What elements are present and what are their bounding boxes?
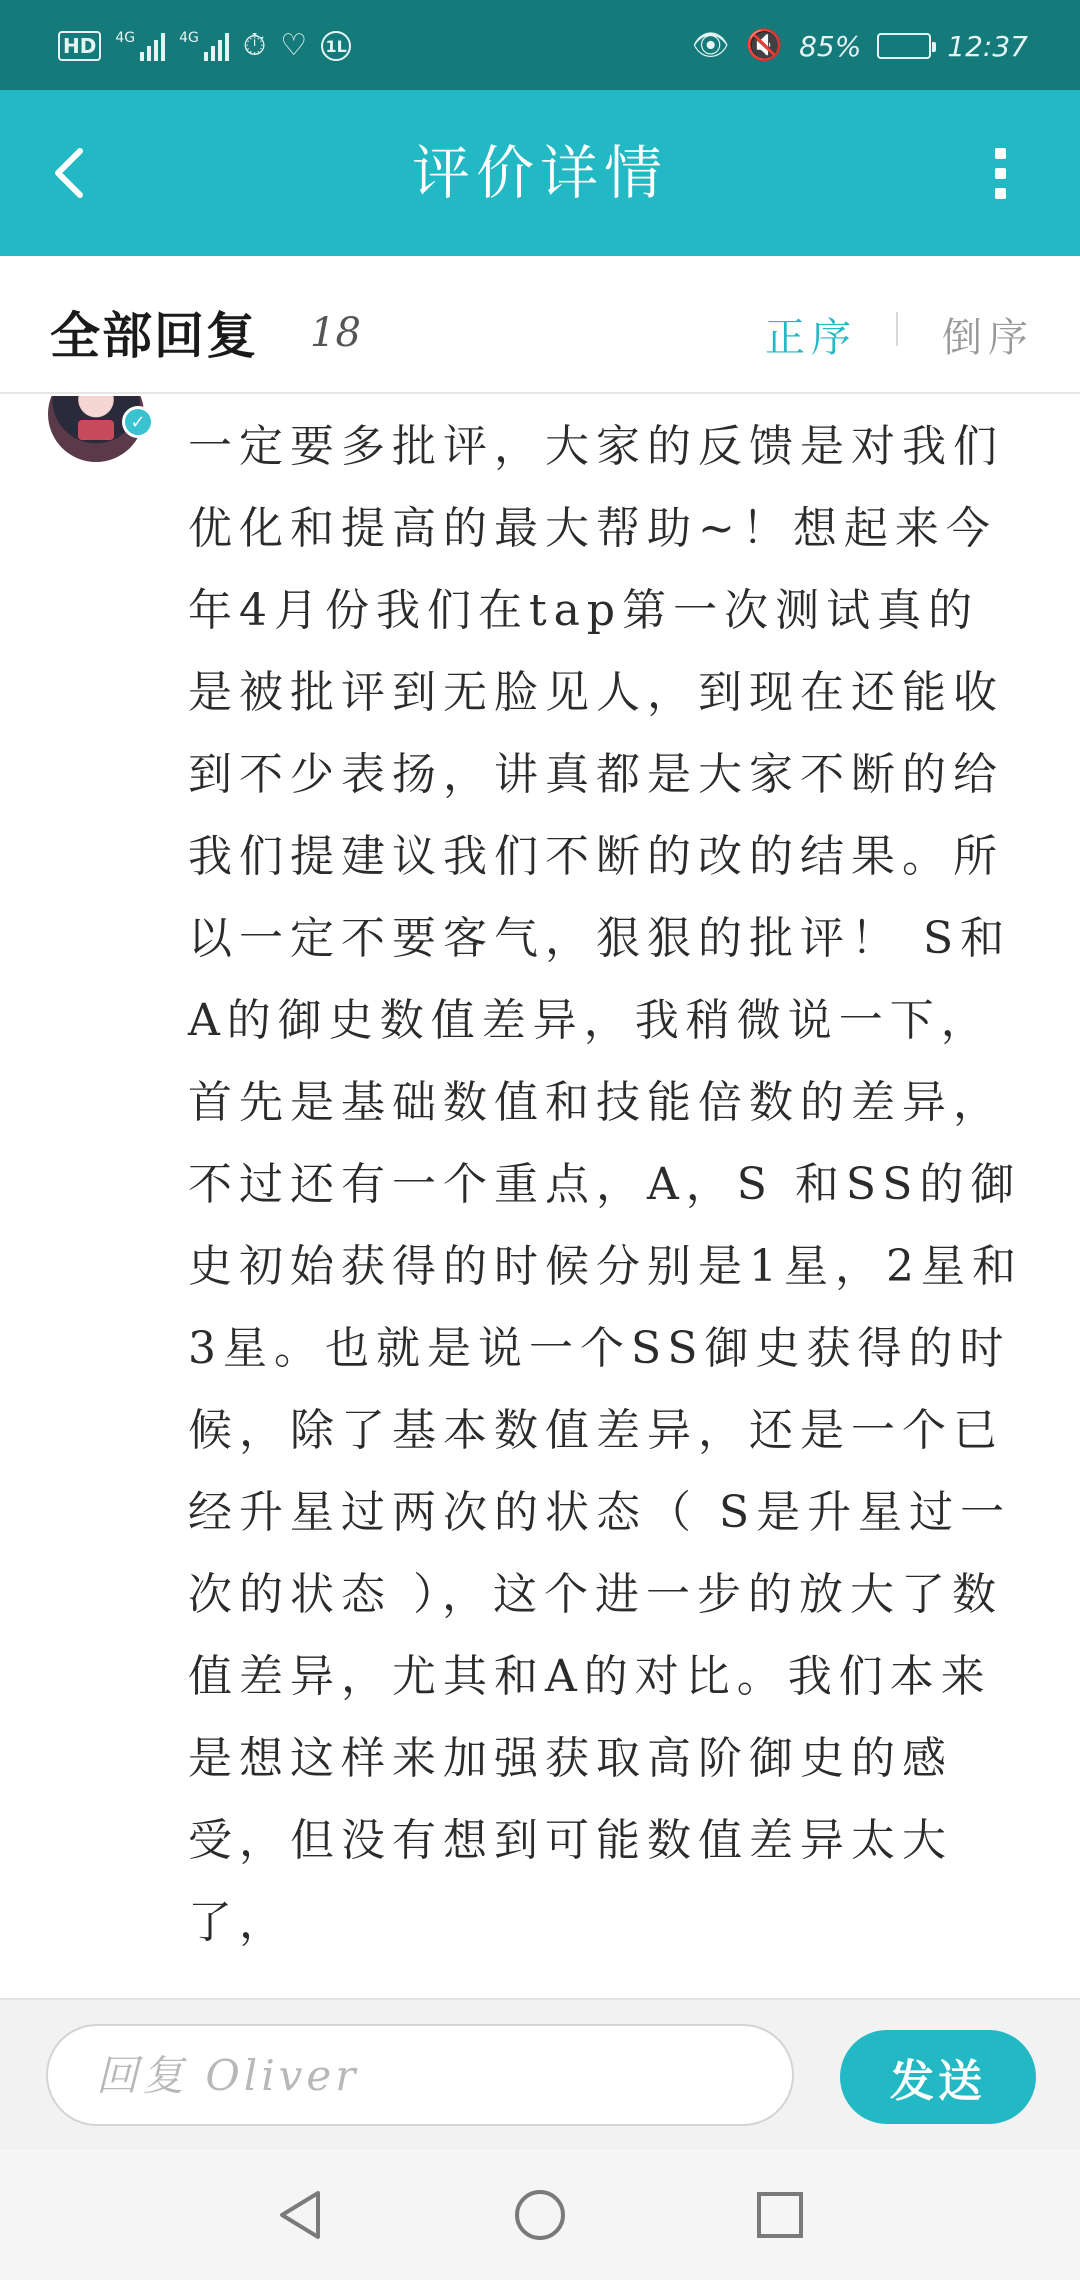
clock: 12:37 — [947, 29, 1028, 63]
replies-count: 18 — [310, 310, 361, 356]
nav-recents-button[interactable] — [740, 2175, 820, 2255]
nav-back-button[interactable] — [260, 2175, 340, 2255]
triangle-back-icon — [272, 2187, 328, 2243]
system-nav-bar — [0, 2150, 1080, 2280]
sort-divider — [896, 312, 898, 346]
eye-comfort-icon: 👁 — [691, 28, 730, 63]
nav-home-button[interactable] — [500, 2175, 580, 2255]
more-dot — [995, 148, 1006, 159]
network-type-label: 4G — [179, 30, 199, 46]
verified-badge-icon: ✓ — [122, 406, 154, 438]
battery-percent: 85% — [799, 29, 862, 63]
more-dot — [995, 188, 1006, 199]
reply-content-area[interactable] — [0, 396, 1080, 1998]
reply-bar — [0, 1998, 1080, 2150]
battery-icon — [877, 33, 931, 59]
more-dot — [995, 168, 1006, 179]
square-recents-icon — [752, 2187, 808, 2243]
signal-icon-sim1 — [115, 31, 165, 61]
page-title: 评价详情 — [411, 139, 668, 207]
sort-descending-tab[interactable]: 倒序 — [942, 315, 1034, 361]
replies-header — [0, 256, 1080, 394]
health-heart-icon: ♡ — [280, 28, 308, 63]
sort-ascending-tab[interactable]: 正序 — [765, 315, 857, 361]
chevron-left-icon — [50, 145, 90, 201]
back-button[interactable] — [30, 133, 110, 213]
reply-text: 一定要多批评，大家的反馈是对我们优化和提高的最大帮助~！想起来今年4月份我们在tap第一次测试真的是被批评到无脸见人，到现在还能收到不少表扬，讲真都是大家不断的给我们提建议我们不断的改的结果。所以一定不要客气，狠狠的批评！ S和A的御史数值差异，我稍微说一下，首先是基础数值和技能倍数的差异，不过还有一个重点，A，S 和SS的御史初始获得的时候分别是1星，2星和3星。也就是说一个SS御史获得的时候，除了基本数值差异，还是一个已经升星过两次的状态（ S是升星过一次的状态 ），这个进一步的放大了数值差异，尤其和A的对比。我们本来是想这样来加强获取高阶御史的感受，但没有想到可能数值差异太大了， — [188, 421, 1023, 1948]
app-bar — [0, 90, 1080, 256]
signal-icon-sim2 — [179, 31, 229, 61]
status-right-icons — [692, 26, 1028, 66]
send-button[interactable]: 发送 — [840, 2030, 1036, 2124]
mute-icon: 🔇 — [745, 28, 784, 63]
status-left-icons — [58, 26, 351, 66]
hd-icon: HD — [58, 31, 101, 61]
status-bar — [0, 0, 1080, 90]
replies-title: 全部回复 — [50, 306, 258, 365]
data-saver-icon: 1L — [321, 31, 351, 61]
timer-icon: ⏱ — [242, 28, 267, 63]
reply-input[interactable] — [46, 2024, 794, 2126]
network-type-label: 4G — [115, 30, 136, 46]
circle-home-icon — [512, 2187, 568, 2243]
more-options-button[interactable] — [960, 133, 1040, 213]
